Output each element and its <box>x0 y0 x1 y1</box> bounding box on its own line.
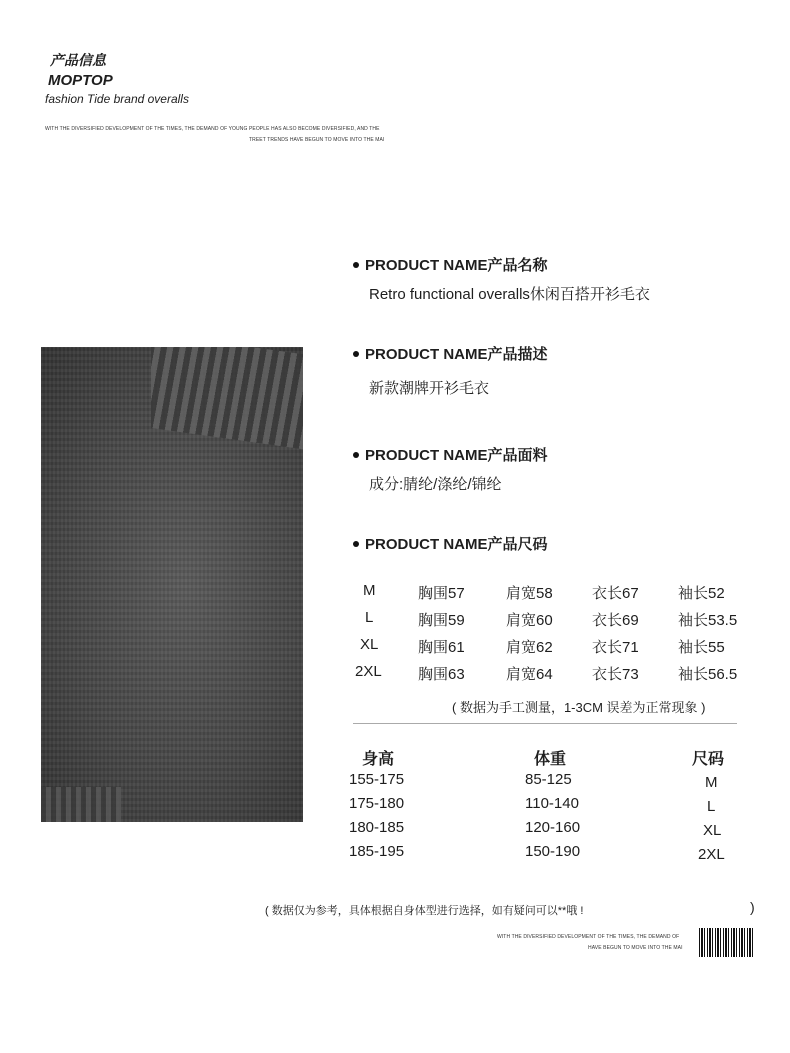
size-row <box>355 582 745 608</box>
size-cell: 衣长73 <box>592 666 639 683</box>
size-cell: 衣长67 <box>592 585 639 602</box>
size-cell: 袖长52 <box>678 585 725 602</box>
size-cell: 肩宽58 <box>506 585 553 602</box>
brand-name: MOPTOP <box>48 72 113 89</box>
bullet-icon <box>353 452 359 458</box>
header-tagline-2: TREET TRENDS HAVE BEGUN TO MOVE INTO THE MAI <box>249 137 385 143</box>
fit-cell: 185-195 <box>349 843 405 860</box>
fit-cell: 120-160 <box>525 819 581 836</box>
reference-note: ( 数据仅为参考，具体根据自身体型进行选择，如有疑问可以**哦 ! <box>265 905 584 917</box>
size-cell: 衣长69 <box>592 612 639 629</box>
size-cell: 衣长71 <box>592 639 639 656</box>
page-title: 产品信息 <box>50 52 106 68</box>
size-cell: 肩宽64 <box>506 666 553 683</box>
fit-cell: 155-175 <box>349 771 405 788</box>
footer-tagline-1: WITH THE DIVERSIFIED DEVELOPMENT OF THE TIMES, THE DEMAND OF <box>497 934 680 940</box>
fit-cell: XL <box>703 822 722 839</box>
measure-note: ( 数据为手工测量，1-3CM 误差为正常现象 ) <box>452 700 706 715</box>
size-cell: 袖长56.5 <box>678 666 738 683</box>
bullet-icon <box>353 541 359 547</box>
section-body-name: Retro functional overalls休闲百搭开衫毛衣 <box>369 286 650 303</box>
size-cell: 袖长55 <box>678 639 725 656</box>
bullet-icon <box>353 262 359 268</box>
size-cell: XL <box>360 636 379 653</box>
section-body-fabric: 成分:腈纶/涤纶/锦纶 <box>369 476 502 493</box>
size-row <box>355 663 745 689</box>
fit-header-height: 身高 <box>362 751 395 768</box>
size-row <box>355 636 745 662</box>
size-cell: 2XL <box>355 663 382 680</box>
fit-cell: 110-140 <box>525 795 579 812</box>
knit-rib-detail <box>151 347 303 456</box>
fit-cell: 175-180 <box>349 795 405 812</box>
header-tagline-1: WITH THE DIVERSIFIED DEVELOPMENT OF THE TIMES, THE DEMAND OF YOUNG PEOPLE HAS ALSO BECOME DIVERSIFIED, AND THE <box>45 126 380 132</box>
fit-cell: 2XL <box>698 846 725 863</box>
size-row <box>355 609 745 635</box>
size-cell: 袖长53.5 <box>678 612 738 629</box>
product-photo <box>41 347 303 822</box>
size-cell: 胸围57 <box>418 585 465 602</box>
footer-tagline-2: HAVE BEGUN TO MOVE INTO THE MAI <box>588 945 683 951</box>
size-cell: 胸围59 <box>418 612 465 629</box>
fit-cell: L <box>707 798 716 815</box>
bullet-icon <box>353 351 359 357</box>
fit-cell: 150-190 <box>525 843 581 860</box>
fit-header-weight: 体重 <box>534 751 567 768</box>
reference-note-close: ) <box>750 899 755 915</box>
size-cell: M <box>363 582 376 599</box>
barcode-icon <box>699 928 753 957</box>
section-heading-fabric: PRODUCT NAME产品面料 <box>353 444 548 465</box>
section-heading-description: PRODUCT NAME产品描述 <box>353 343 548 364</box>
size-cell: 肩宽60 <box>506 612 553 629</box>
fit-cell: 85-125 <box>525 771 572 788</box>
size-cell: 胸围63 <box>418 666 465 683</box>
fit-header-size: 尺码 <box>692 751 725 768</box>
size-cell: L <box>365 609 374 626</box>
knit-hem-detail <box>41 787 121 822</box>
fit-cell: 180-185 <box>349 819 405 836</box>
fit-cell: M <box>705 774 718 791</box>
section-heading-size: PRODUCT NAME产品尺码 <box>353 533 548 554</box>
brand-slogan: fashion Tide brand overalls <box>45 92 189 106</box>
section-heading-name: PRODUCT NAME产品名称 <box>353 254 548 275</box>
divider <box>353 723 737 724</box>
size-cell: 肩宽62 <box>506 639 553 656</box>
section-body-description: 新款潮牌开衫毛衣 <box>369 380 490 397</box>
size-cell: 胸围61 <box>418 639 465 656</box>
